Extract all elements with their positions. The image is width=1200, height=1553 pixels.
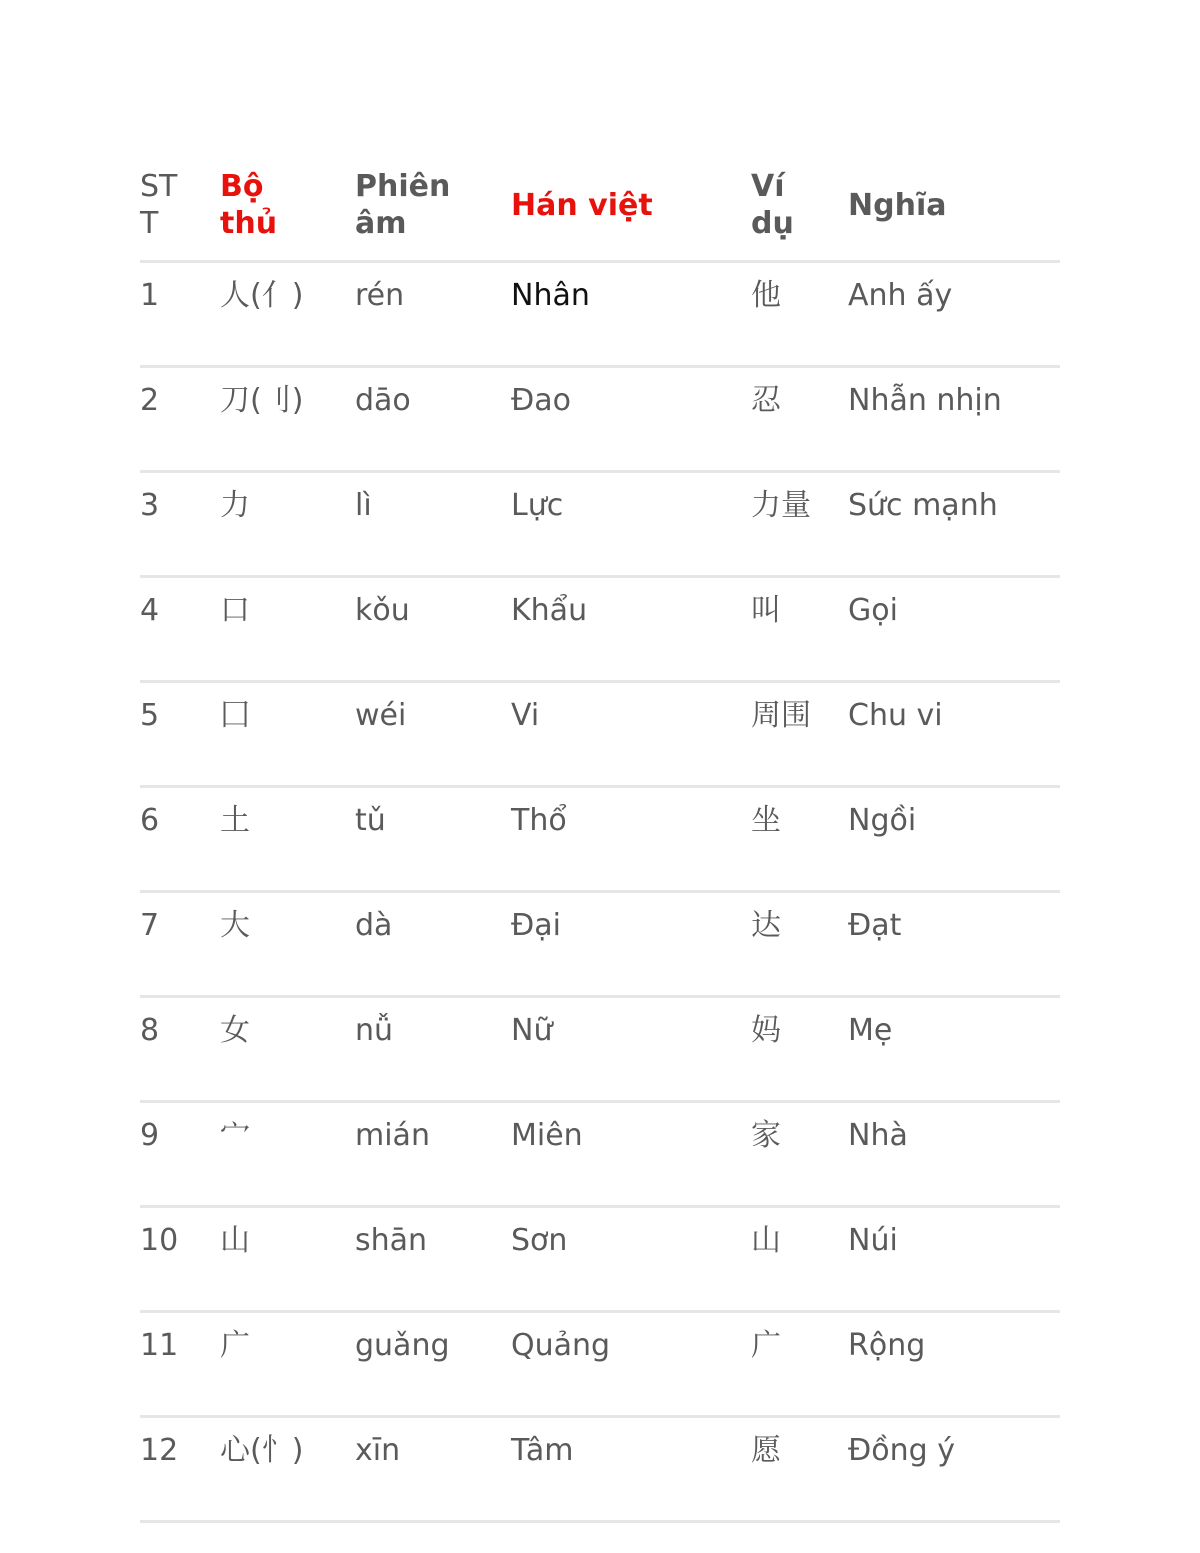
- cell-nghia: Đồng ý: [848, 1417, 1060, 1522]
- table-row: [140, 262, 1060, 367]
- cell-phien-am: kǒu: [355, 577, 511, 682]
- cell-stt: 12: [140, 1417, 220, 1522]
- header-bo-thu-line2: thủ: [220, 206, 278, 241]
- cell-stt: 9: [140, 1102, 220, 1207]
- header-vi-du: [751, 150, 848, 262]
- table-row: [140, 997, 1060, 1102]
- cell-nghia: Sức mạnh: [848, 472, 1060, 577]
- header-nghia: Nghĩa: [848, 150, 1060, 262]
- cell-bo-thu: 大: [220, 892, 355, 997]
- table-row: [140, 787, 1060, 892]
- cell-bo-thu: 力: [220, 472, 355, 577]
- header-row: [140, 150, 1060, 262]
- cell-bo-thu: 广: [220, 1312, 355, 1417]
- cell-vi-du: 他: [751, 262, 848, 367]
- cell-nghia: Nhẫn nhịn: [848, 367, 1060, 472]
- cell-bo-thu: 刀(刂): [220, 367, 355, 472]
- cell-vi-du: 妈: [751, 997, 848, 1102]
- cell-han-viet: Nhân: [511, 262, 751, 367]
- cell-bo-thu: 山: [220, 1207, 355, 1312]
- cell-han-viet: Lực: [511, 472, 751, 577]
- cell-phien-am: nǚ: [355, 997, 511, 1102]
- header-phien-am: [355, 150, 511, 262]
- header-vi-du-line2: dụ: [751, 206, 794, 241]
- cell-vi-du: 坐: [751, 787, 848, 892]
- cell-nghia: Đạt: [848, 892, 1060, 997]
- cell-vi-du: 家: [751, 1102, 848, 1207]
- cell-han-viet: Miên: [511, 1102, 751, 1207]
- table-row: [140, 892, 1060, 997]
- table-header: [140, 150, 1060, 262]
- cell-bo-thu: 人(亻): [220, 262, 355, 367]
- cell-vi-du: 达: [751, 892, 848, 997]
- cell-stt: 6: [140, 787, 220, 892]
- cell-phien-am: tǔ: [355, 787, 511, 892]
- table-row: [140, 682, 1060, 787]
- cell-vi-du: 山: [751, 1207, 848, 1312]
- cell-stt: 8: [140, 997, 220, 1102]
- cell-nghia: Anh ấy: [848, 262, 1060, 367]
- table-row: [140, 1312, 1060, 1417]
- header-stt-line1: ST: [140, 169, 178, 204]
- cell-bo-thu: 口: [220, 577, 355, 682]
- radicals-table: [140, 150, 1060, 1523]
- header-phien-am-line2: âm: [355, 206, 407, 241]
- cell-phien-am: lì: [355, 472, 511, 577]
- cell-han-viet: Khẩu: [511, 577, 751, 682]
- cell-vi-du: 叫: [751, 577, 848, 682]
- cell-phien-am: xīn: [355, 1417, 511, 1522]
- table-row: [140, 1102, 1060, 1207]
- cell-stt: 1: [140, 262, 220, 367]
- table-row: [140, 367, 1060, 472]
- cell-nghia: Ngồi: [848, 787, 1060, 892]
- cell-phien-am: dà: [355, 892, 511, 997]
- cell-vi-du: 广: [751, 1312, 848, 1417]
- cell-stt: 5: [140, 682, 220, 787]
- cell-stt: 3: [140, 472, 220, 577]
- header-bo-thu-line1: Bộ: [220, 169, 264, 204]
- cell-phien-am: dāo: [355, 367, 511, 472]
- cell-nghia: Nhà: [848, 1102, 1060, 1207]
- header-bo-thu: [220, 150, 355, 262]
- cell-phien-am: wéi: [355, 682, 511, 787]
- cell-han-viet: Thổ: [511, 787, 751, 892]
- cell-han-viet: Nữ: [511, 997, 751, 1102]
- cell-nghia: Rộng: [848, 1312, 1060, 1417]
- header-phien-am-line1: Phiên: [355, 169, 451, 204]
- cell-phien-am: guǎng: [355, 1312, 511, 1417]
- cell-han-viet: Sơn: [511, 1207, 751, 1312]
- cell-phien-am: rén: [355, 262, 511, 367]
- cell-phien-am: shān: [355, 1207, 511, 1312]
- header-stt: [140, 150, 220, 262]
- table-row: [140, 577, 1060, 682]
- cell-stt: 7: [140, 892, 220, 997]
- cell-bo-thu: 土: [220, 787, 355, 892]
- cell-vi-du: 周围: [751, 682, 848, 787]
- cell-nghia: Gọi: [848, 577, 1060, 682]
- cell-vi-du: 力量: [751, 472, 848, 577]
- cell-phien-am: mián: [355, 1102, 511, 1207]
- cell-han-viet: Tâm: [511, 1417, 751, 1522]
- cell-vi-du: 愿: [751, 1417, 848, 1522]
- cell-han-viet: Vi: [511, 682, 751, 787]
- header-stt-line2: T: [140, 206, 159, 241]
- header-vi-du-line1: Ví: [751, 169, 785, 204]
- table-row: [140, 1417, 1060, 1522]
- cell-stt: 10: [140, 1207, 220, 1312]
- cell-vi-du: 忍: [751, 367, 848, 472]
- cell-nghia: Mẹ: [848, 997, 1060, 1102]
- cell-stt: 4: [140, 577, 220, 682]
- table-body: [140, 262, 1060, 1522]
- cell-han-viet: Đại: [511, 892, 751, 997]
- cell-han-viet: Đao: [511, 367, 751, 472]
- cell-bo-thu: 心(忄): [220, 1417, 355, 1522]
- table-row: [140, 472, 1060, 577]
- table-row: [140, 1207, 1060, 1312]
- cell-bo-thu: 宀: [220, 1102, 355, 1207]
- cell-stt: 2: [140, 367, 220, 472]
- cell-nghia: Núi: [848, 1207, 1060, 1312]
- cell-han-viet: Quảng: [511, 1312, 751, 1417]
- cell-nghia: Chu vi: [848, 682, 1060, 787]
- cell-stt: 11: [140, 1312, 220, 1417]
- header-han-viet: Hán việt: [511, 150, 751, 262]
- cell-bo-thu: 女: [220, 997, 355, 1102]
- cell-bo-thu: 囗: [220, 682, 355, 787]
